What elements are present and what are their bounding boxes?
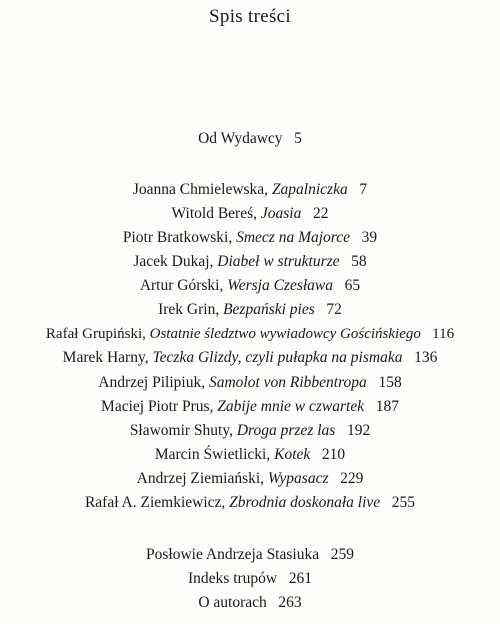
- toc-entry-front: [0, 129, 500, 149]
- entry-author: Irek Grin,: [158, 301, 220, 318]
- entry-work: Wersja Czesława: [227, 277, 334, 294]
- toc-entry: [0, 300, 500, 320]
- entry-page: 210: [321, 446, 346, 463]
- toc-entry: [0, 180, 500, 200]
- entry-author: Rafał A. Ziemkiewicz,: [84, 494, 226, 511]
- entry-author: Andrzej Ziemiański,: [136, 470, 265, 487]
- entry-page: 192: [346, 422, 371, 439]
- entry-work: Wypasacz: [267, 470, 329, 487]
- entry-author: Andrzej Pilipiuk,: [98, 374, 206, 391]
- entry-work: Samolot von Ribbentropa: [208, 374, 367, 391]
- toc-entry: [0, 445, 500, 465]
- entry-page: 72: [326, 301, 342, 318]
- entry-author: Piotr Bratkowski,: [122, 229, 233, 246]
- entry-work: Zapalniczka: [271, 181, 348, 198]
- entry-page: 187: [375, 398, 399, 415]
- entry-author: Rafał Grupiński,: [45, 326, 146, 342]
- entry-page: 5: [294, 130, 302, 147]
- toc-entry: [0, 204, 500, 224]
- entry-author: Artur Górski,: [139, 277, 224, 294]
- entry-author: Sławomir Shuty,: [129, 422, 233, 439]
- entry-author: Marcin Świetlicki,: [154, 446, 271, 463]
- entry-page: 229: [340, 470, 364, 487]
- entry-work: Ostatnie śledztwo wywiadowcy Gościńskiego: [149, 326, 421, 342]
- entry-page: 58: [351, 253, 367, 270]
- toc-entry-back: [0, 569, 500, 589]
- toc-entry: [0, 252, 500, 272]
- page-title: Spis treści: [209, 6, 291, 27]
- entry-work: Zabije mnie w czwartek: [217, 398, 365, 415]
- entry-author: Witold Bereś,: [171, 205, 257, 222]
- toc-entry: [0, 348, 500, 368]
- entry-page: 7: [359, 181, 368, 198]
- toc-entry: [0, 276, 500, 296]
- toc-entry-back: [0, 593, 500, 613]
- toc-entry: [0, 493, 500, 513]
- entry-work: Droga przez las: [236, 422, 336, 439]
- toc-entry: [0, 373, 500, 393]
- entry-author: Maciej Piotr Prus,: [101, 398, 214, 415]
- entry-page: 255: [391, 494, 416, 511]
- entry-page: 263: [278, 594, 302, 611]
- entry-author: Marek Harny,: [62, 349, 149, 366]
- entry-page: 39: [361, 229, 378, 246]
- entry-work: Diabeł w strukturze: [217, 253, 340, 270]
- entry-page: 259: [330, 546, 354, 563]
- entry-work: Smecz na Majorce: [236, 229, 351, 246]
- entry-label: Posłowie Andrzeja Stasiuka: [146, 546, 320, 563]
- entry-work: Teczka Glizdy, czyli pułapka na pismaka: [152, 349, 403, 366]
- entry-label: O autorach: [198, 594, 267, 611]
- entry-author: Jacek Dukaj,: [133, 253, 214, 270]
- entry-page: 22: [312, 205, 329, 222]
- toc-entry: [0, 469, 500, 489]
- entry-page: 158: [378, 374, 402, 391]
- toc-entry: [0, 421, 500, 441]
- entry-page: 261: [288, 570, 312, 587]
- entry-page: 116: [432, 326, 455, 342]
- toc-entry: [0, 397, 500, 417]
- entry-page: 65: [344, 277, 361, 294]
- entry-author: Joanna Chmielewska,: [132, 181, 269, 198]
- entry-work: Zbrodnia doskonała live: [229, 494, 381, 511]
- entry-label: Indeks trupów: [188, 570, 278, 587]
- entry-page: 136: [414, 349, 438, 366]
- toc-entry-back: [0, 545, 500, 565]
- entry-work: Bezpański pies: [223, 301, 315, 318]
- toc-entry: [0, 228, 500, 248]
- toc-entry: [0, 324, 500, 344]
- entry-work: Kotek: [274, 446, 311, 463]
- entry-work: Joasia: [260, 205, 302, 222]
- entry-label: Od Wydawcy: [198, 130, 283, 147]
